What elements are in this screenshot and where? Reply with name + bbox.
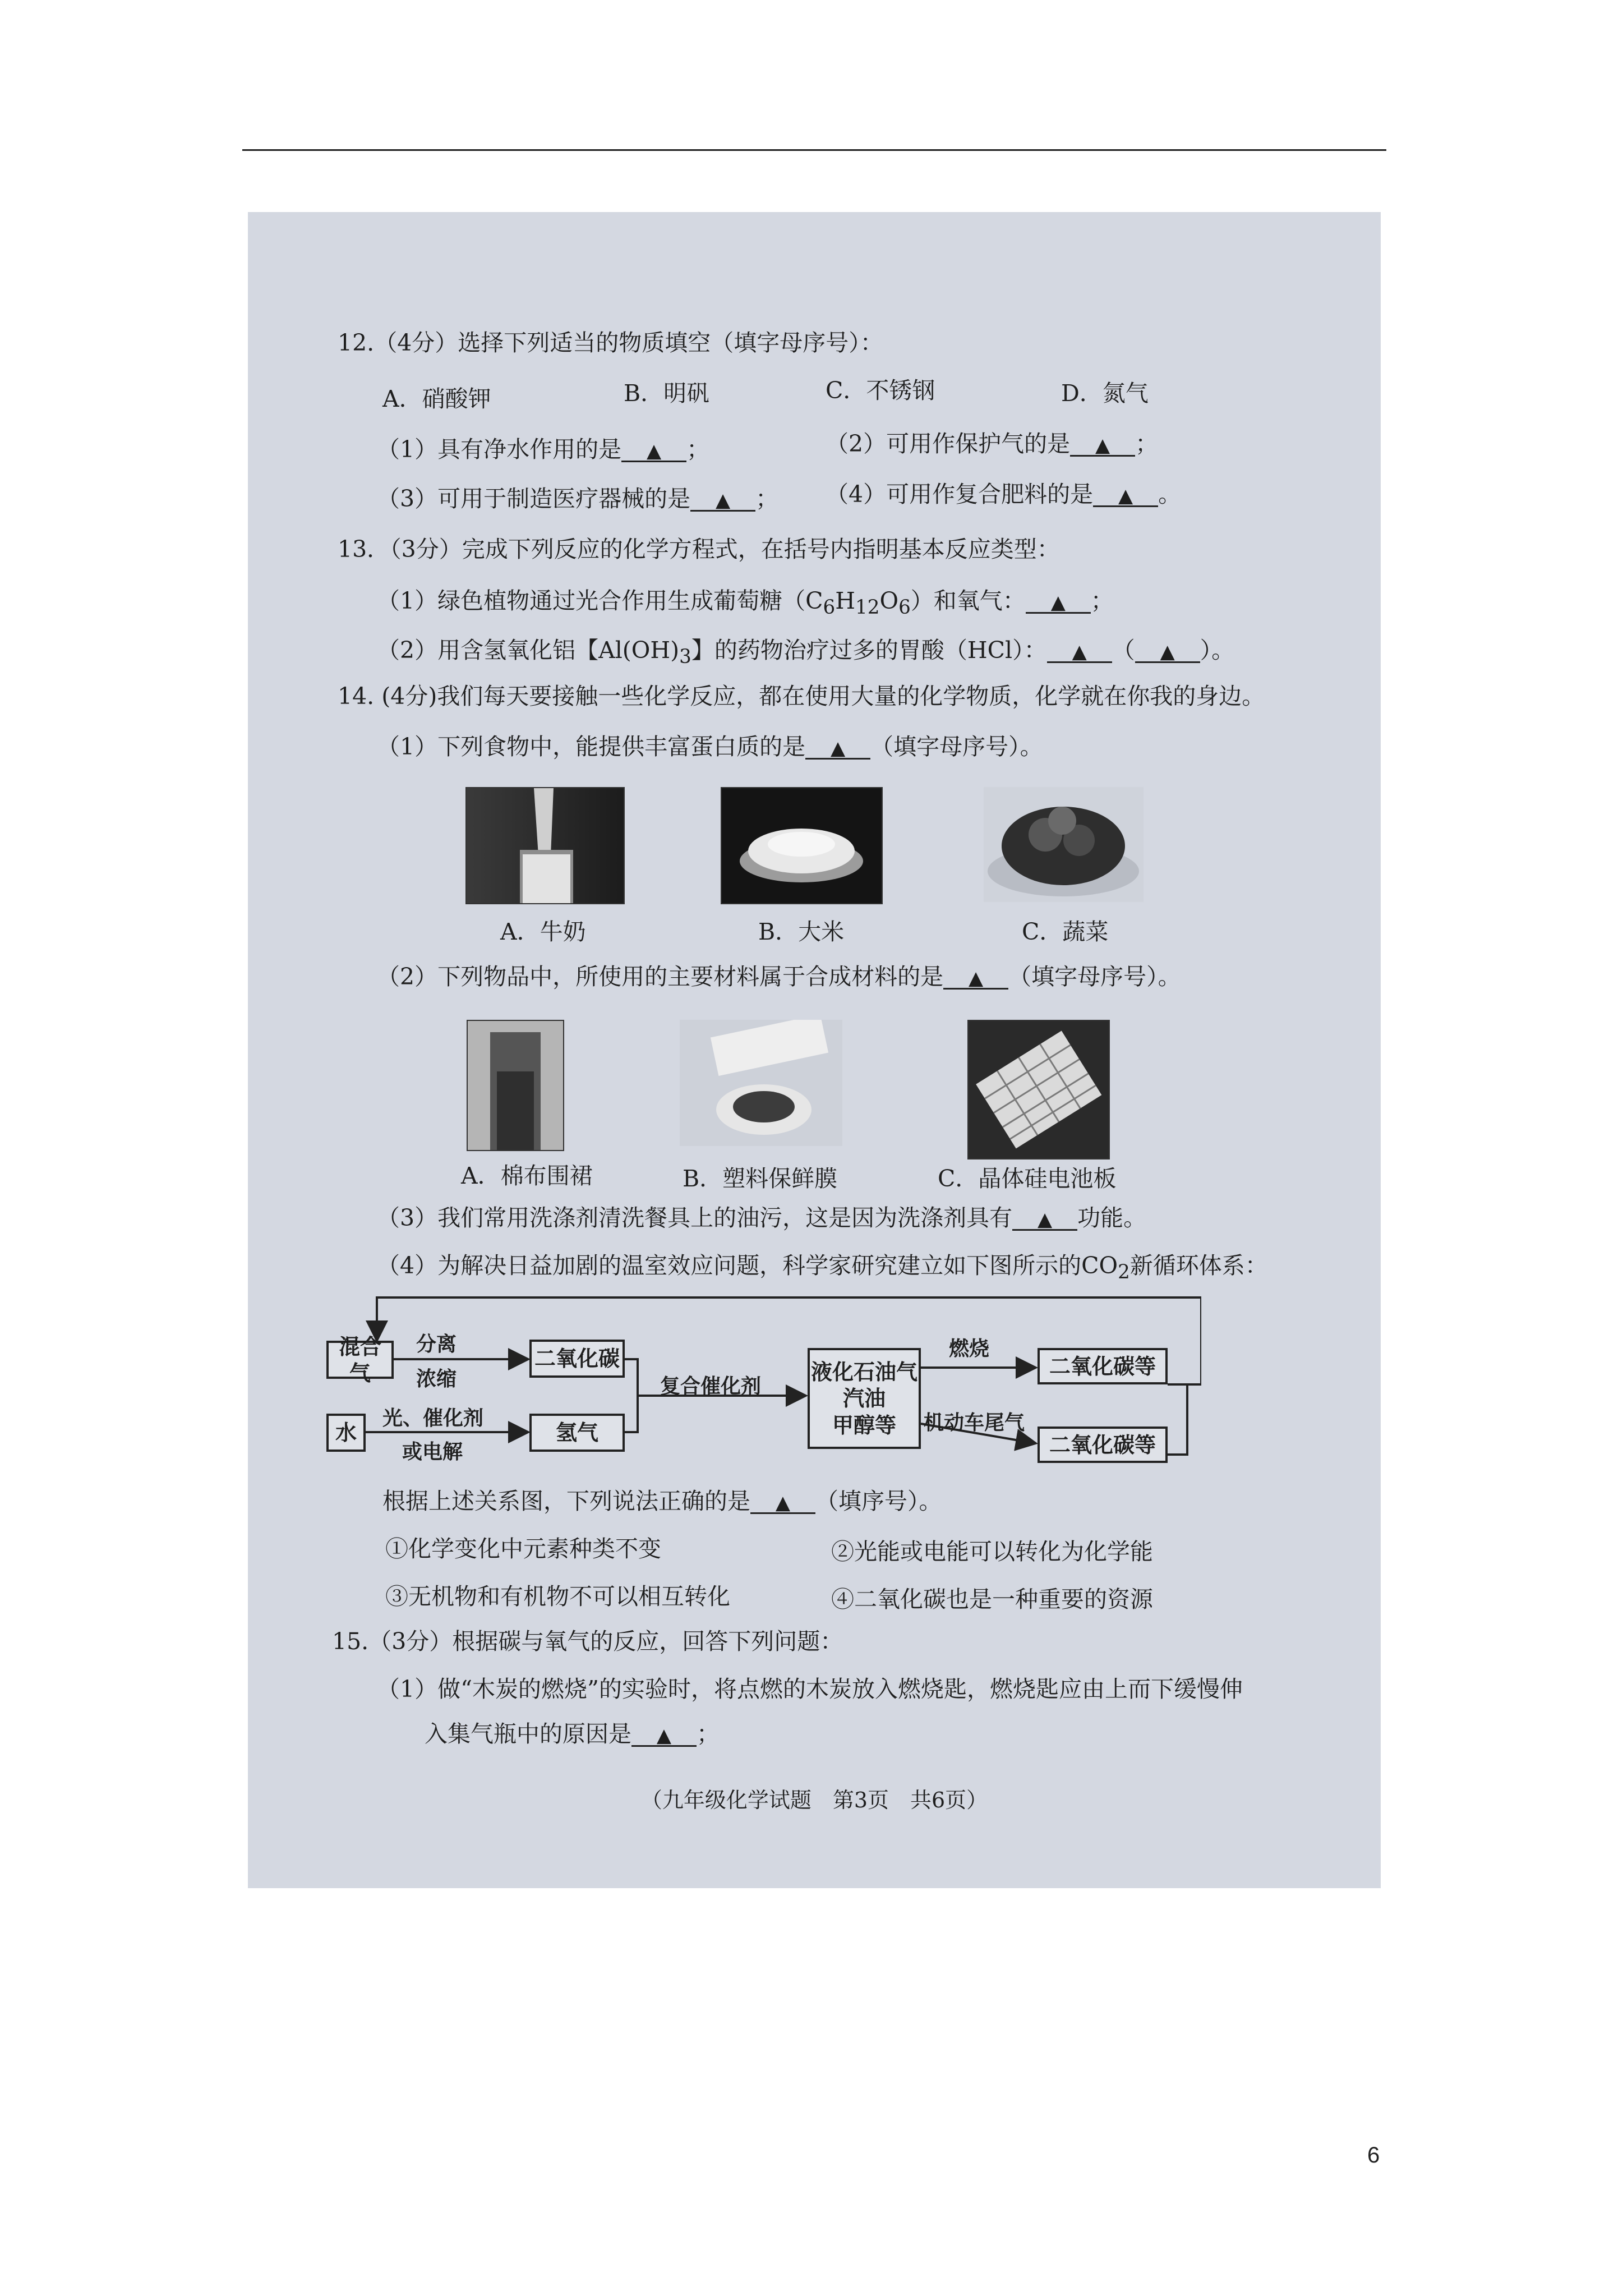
answer-blank[interactable]: ▲ [750,1493,815,1514]
fuel-methanol: 甲醇等 [832,1412,896,1438]
scanned-exam-page [248,212,1381,1888]
cotton-apron-photo [467,1020,564,1151]
q15-part1: （1）做“木炭的燃烧”的实验时，将点燃的木炭放入燃烧匙，燃烧匙应由上而下缓慢伸 [377,1676,1243,1703]
top-rule [242,149,1386,151]
food-caption-a: A．牛奶 [500,918,586,945]
co2-cycle-diagram [326,1295,1201,1463]
answer-blank[interactable]: ▲ [631,1726,697,1747]
answer-blank[interactable]: ▲ [621,441,686,462]
answer-blank[interactable]: ▲ [1135,642,1200,663]
answer-blank[interactable]: ▲ [690,491,755,512]
q12-option-c: C．不锈钢 [826,377,935,404]
statement-2: ②光能或电能可以转化为化学能 [831,1538,1153,1565]
co2-box: 二氧化碳 [529,1340,625,1378]
exam-footer: （九年级化学试题 第3页 共6页） [640,1788,988,1812]
co2-etc-box-1: 二氧化碳等 [1038,1348,1168,1384]
fuel-lpg: 液化石油气 [810,1359,917,1384]
q14-part4: （4）为解决日益加剧的温室效应问题，科学家研究建立如下图所示的$CO_2$新循环体系： [377,1252,1268,1284]
separate-label: 分离 [416,1332,457,1356]
q14-part2: （2）下列物品中，所使用的主要材料属于合成材料的是 ▲ （填字母序号）。 [377,963,1181,990]
food-caption-b: B．大米 [758,918,845,945]
food-caption-c: C．蔬菜 [1022,918,1109,945]
q14-stem: 14. (4分)我们每天要接触一些化学反应，都在使用大量的化学物质，化学就在你我的身边。 [338,683,1265,710]
answer-blank[interactable]: ▲ [1093,486,1158,507]
q12-part1: （1）具有净水作用的是 ▲ ； [377,436,710,463]
fuels-box [808,1348,921,1449]
q14-part3: （3）我们常用洗涤剂清洗餐具上的油污，这是因为洗涤剂具有 ▲ 功能。 [377,1204,1147,1231]
material-caption-c: C．晶体硅电池板 [938,1165,1117,1192]
fuel-gasoline: 汽油 [842,1386,886,1411]
vegetables-photo [984,787,1144,902]
q12-part2: （2）可用作保护气的是 ▲ ； [826,430,1159,457]
q12-part3: （3）可用于制造医疗器械的是 ▲ ； [377,485,779,512]
q12-option-a: A．硝酸钾 [382,385,491,412]
answer-blank[interactable]: ▲ [805,739,870,760]
statement-4: ④二氧化碳也是一种重要的资源 [831,1586,1153,1613]
statement-1: ①化学变化中元素种类不变 [385,1535,661,1562]
answer-blank[interactable]: ▲ [1047,642,1112,663]
answer-blank[interactable]: ▲ [1012,1210,1077,1231]
co2-etc-box-2: 二氧化碳等 [1038,1427,1168,1463]
material-caption-a: A．棉布围裙 [461,1162,593,1189]
water-box: 水 [326,1414,366,1452]
rice-photo [721,787,883,904]
hydrogen-box: 氢气 [529,1414,625,1452]
burn-label: 燃烧 [949,1337,990,1360]
composite-catalyst-label: 复合催化剂 [660,1374,762,1398]
answer-blank[interactable]: ▲ [943,969,1008,990]
q15-part1-cont: 入集气瓶中的原因是 ▲ ； [425,1720,720,1747]
concentrate-label: 浓缩 [416,1367,457,1391]
q13-part2: （2）用含氢氧化铝【$Al(OH)_3$】的药物治疗过多的胃酸（HCl）： ▲ （ ▲ ）。 [377,637,1235,669]
q15-stem: 15.（3分）根据碳与氧气的反应，回答下列问题： [332,1628,843,1655]
material-caption-b: B．塑料保鲜膜 [683,1165,838,1192]
q12-option-b: B．明矾 [624,380,710,407]
q12-part4: （4）可用作复合肥料的是 ▲ 。 [826,481,1182,508]
q12-option-d: D．氮气 [1061,380,1149,407]
exhaust-label: 机动车尾气 [924,1411,1025,1434]
statement-3: ③无机物和有机物不可以相互转化 [385,1583,730,1610]
q14-part1: （1）下列食物中，能提供丰富蛋白质的是 ▲ （填字母序号）。 [377,733,1043,760]
silicon-panel-photo [967,1020,1110,1159]
q13-stem: 13．（3分）完成下列反应的化学方程式，在括号内指明基本反应类型： [338,536,1060,563]
electrolysis-label: 或电解 [402,1440,463,1464]
light-catalyst-label: 光、催化剂 [382,1406,484,1430]
page-number: 6 [1367,2143,1380,2168]
answer-blank[interactable]: ▲ [1026,593,1091,614]
plastic-wrap-photo [680,1020,842,1146]
answer-blank[interactable]: ▲ [1070,436,1135,457]
q13-part1: （1）绿色植物通过光合作用生成葡萄糖$(C_6H_{12}O_6)$和氧气： ▲ ； [377,587,1114,619]
q12-stem: 12.（4分）选择下列适当的物质填空（填字母序号）： [338,329,883,356]
mixed-gas-box: 混合气 [326,1341,394,1379]
q14-part5: 根据上述关系图，下列说法正确的是 ▲ （填序号）。 [382,1488,942,1515]
milk-photo [465,787,625,904]
